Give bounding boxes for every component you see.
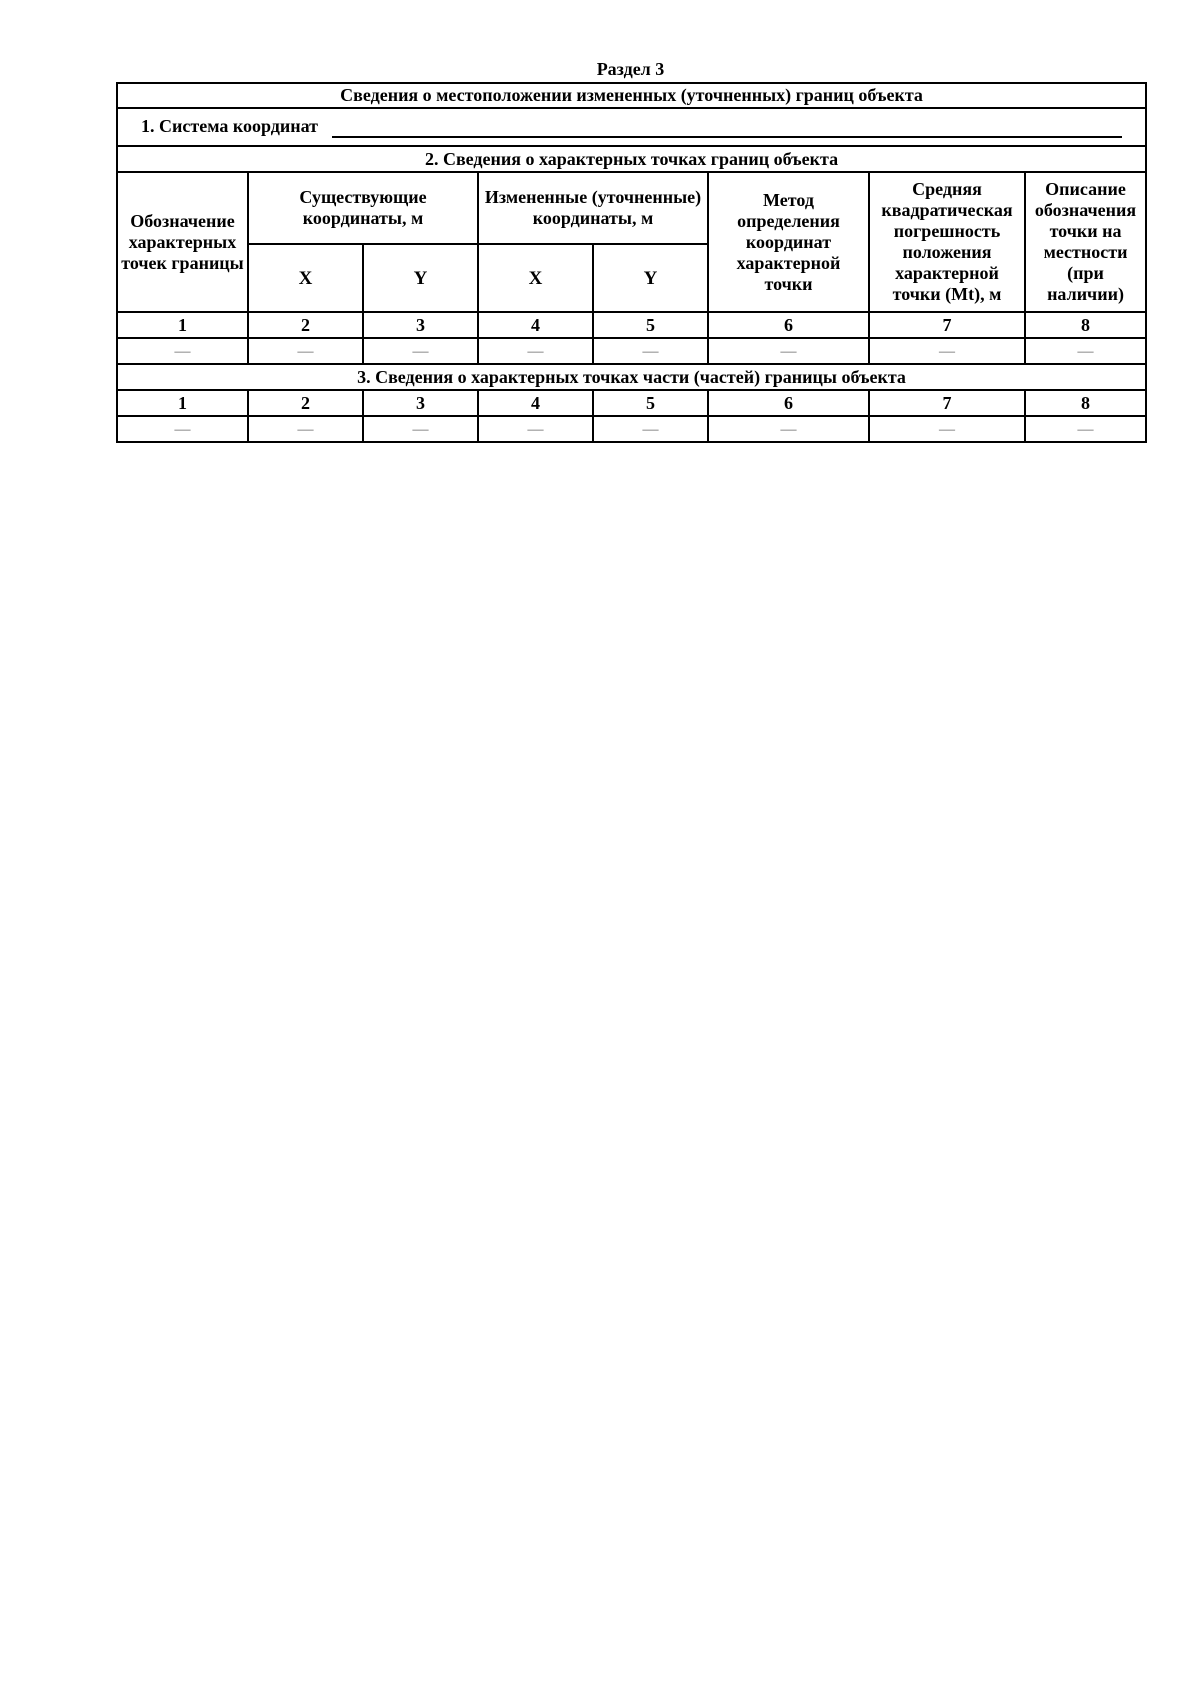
column-number: 2 [248,312,363,338]
header-point-designation: Обозначение характерных точек границы [117,172,248,312]
empty-cell: — [708,338,869,364]
column-number: 6 [708,312,869,338]
column-numbers-row [117,390,1146,416]
header-changed-coordinates: Измененные (уточненные) координаты, м [478,172,708,244]
column-number: 7 [869,390,1025,416]
column-number: 1 [117,390,248,416]
table-row [117,416,1146,442]
empty-cell: — [593,416,708,442]
header-point-description: Описание обозначения точки на местности (при наличии) [1025,172,1146,312]
empty-cell: — [708,416,869,442]
header-changed-x: X [478,244,593,312]
header-existing-coordinates: Существующие координаты, м [248,172,478,244]
table-title: Сведения о местоположении измененных (уточненных) границ объекта [117,83,1146,108]
header-method: Метод определения координат характерной точки [708,172,869,312]
column-number: 7 [869,312,1025,338]
empty-cell: — [248,338,363,364]
subsection-2-title: 2. Сведения о характерных точках границ объекта [117,146,1146,172]
empty-cell: — [593,338,708,364]
empty-cell: — [117,338,248,364]
header-mean-square-error: Средняя квадратическая погрешность положения характерной точки (Mt), м [869,172,1025,312]
empty-cell: — [248,416,363,442]
header-changed-y: Y [593,244,708,312]
column-number: 2 [248,390,363,416]
column-number: 3 [363,312,478,338]
column-number: 5 [593,390,708,416]
empty-cell: — [478,338,593,364]
empty-cell: — [869,416,1025,442]
empty-cell: — [117,416,248,442]
column-number: 8 [1025,312,1146,338]
column-numbers-row [117,312,1146,338]
column-number: 1 [117,312,248,338]
coordinate-system-row [117,108,1146,146]
coordinate-system-field[interactable] [332,116,1122,138]
column-number: 5 [593,312,708,338]
subsection-3-title: 3. Сведения о характерных точках части (частей) границы объекта [117,364,1146,390]
section-title: Раздел 3 [596,59,665,79]
empty-cell: — [1025,416,1146,442]
empty-cell: — [869,338,1025,364]
empty-cell: — [1025,338,1146,364]
empty-cell: — [363,416,478,442]
column-number: 8 [1025,390,1146,416]
coordinate-system-label: 1. Система координат [141,116,318,136]
header-existing-y: Y [363,244,478,312]
header-existing-x: X [248,244,363,312]
empty-cell: — [478,416,593,442]
empty-cell: — [363,338,478,364]
column-number: 4 [478,390,593,416]
table-row [117,338,1146,364]
column-number: 3 [363,390,478,416]
column-number: 6 [708,390,869,416]
column-number: 4 [478,312,593,338]
boundary-points-table [116,82,1147,443]
